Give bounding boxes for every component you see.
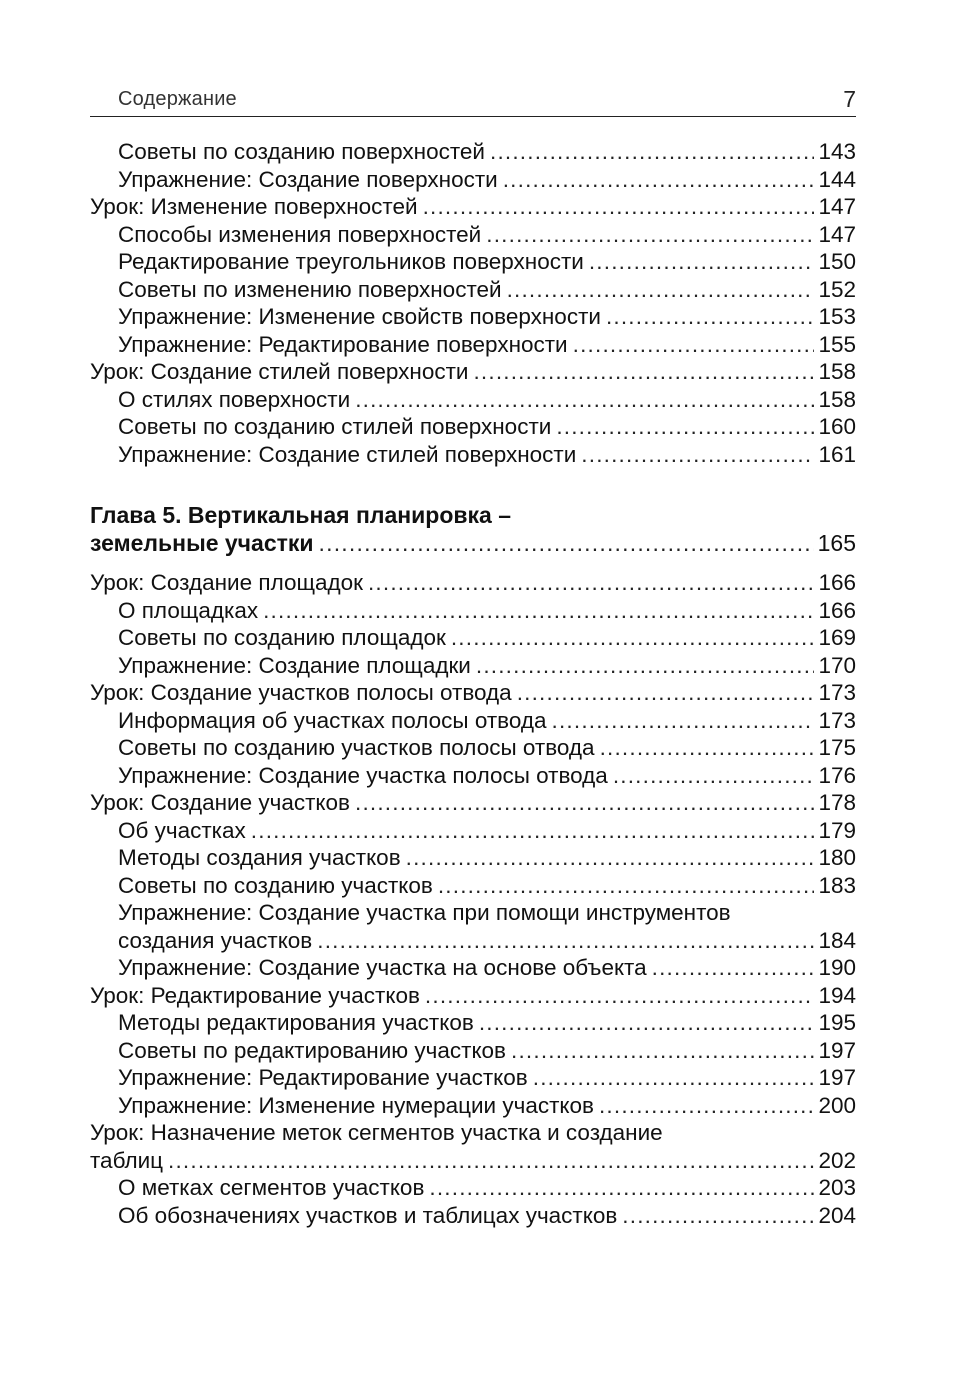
toc-entry[interactable]: Способы изменения поверхностей ..... 147 bbox=[90, 221, 856, 249]
toc-entry-multiline[interactable] bbox=[90, 899, 856, 954]
page-number: 7 bbox=[843, 86, 856, 112]
toc-entry[interactable]: Советы по созданию стилей поверхности ..... 160 bbox=[90, 413, 856, 441]
toc-lesson-entry[interactable]: Урок: Создание стилей поверхности ..... 158 bbox=[90, 358, 856, 386]
toc-lesson-entry[interactable]: Урок: Создание участков полосы отвода ..... 173 bbox=[90, 679, 856, 707]
toc-entry[interactable]: Упражнение: Изменение свойств поверхности ..... 153 bbox=[90, 303, 856, 331]
toc-entry[interactable]: О площадках ..... 166 bbox=[90, 597, 856, 625]
toc-entry-line2: таблиц ..... 202 bbox=[90, 1147, 856, 1175]
toc-entry[interactable]: Упражнение: Создание стилей поверхности ..... 161 bbox=[90, 441, 856, 469]
toc-entry-line1: Урок: Назначение меток сегментов участка и создание bbox=[90, 1120, 663, 1145]
chapter-heading[interactable] bbox=[90, 502, 856, 557]
chapter-title-line1: Глава 5. Вертикальная планировка – bbox=[90, 502, 512, 528]
toc-entry[interactable]: Упражнение: Редактирование участков ..... 197 bbox=[90, 1064, 856, 1092]
toc-entry[interactable]: Упражнение: Создание участка на основе объекта ..... 190 bbox=[90, 954, 856, 982]
toc-entry[interactable]: Методы создания участков ..... 180 bbox=[90, 844, 856, 872]
toc-lesson-entry[interactable]: Урок: Создание площадок ..... 166 bbox=[90, 569, 856, 597]
toc-entry[interactable]: Об обозначениях участков и таблицах участков ..... 204 bbox=[90, 1202, 856, 1230]
toc-entry[interactable]: Редактирование треугольников поверхности ..... 150 bbox=[90, 248, 856, 276]
toc-lesson-entry[interactable]: Урок: Редактирование участков ..... 194 bbox=[90, 982, 856, 1010]
toc-entry-line2: создания участков ..... 184 bbox=[90, 927, 856, 955]
chapter-title-line2: земельные участки ..... 165 bbox=[90, 530, 856, 558]
running-header-title: Содержание bbox=[118, 88, 237, 110]
toc-entry[interactable]: Информация об участках полосы отвода ..... 173 bbox=[90, 707, 856, 735]
toc-entry[interactable]: Советы по созданию поверхностей ..... 143 bbox=[90, 138, 856, 166]
toc-entry[interactable]: Советы по созданию участков полосы отвода ..... 175 bbox=[90, 734, 856, 762]
toc-entry[interactable]: Упражнение: Создание поверхности ..... 144 bbox=[90, 166, 856, 194]
toc-entry[interactable]: Советы по изменению поверхностей ..... 152 bbox=[90, 276, 856, 304]
toc-entry[interactable]: О метках сегментов участков ..... 203 bbox=[90, 1174, 856, 1202]
toc-entry[interactable]: Советы по редактированию участков ..... 197 bbox=[90, 1037, 856, 1065]
toc-entry[interactable]: Советы по созданию площадок ..... 169 bbox=[90, 624, 856, 652]
toc-entry[interactable]: Упражнение: Создание участка полосы отвода ..... 176 bbox=[90, 762, 856, 790]
toc-entry[interactable]: Упражнение: Редактирование поверхности ..... 155 bbox=[90, 331, 856, 359]
table-of-contents bbox=[90, 138, 856, 1229]
toc-lesson-entry[interactable]: Урок: Создание участков ..... 178 bbox=[90, 789, 856, 817]
toc-entry[interactable]: Упражнение: Создание площадки ..... 170 bbox=[90, 652, 856, 680]
toc-lesson-entry[interactable]: Урок: Изменение поверхностей ..... 147 bbox=[90, 193, 856, 221]
toc-entry[interactable]: Советы по созданию участков ..... 183 bbox=[90, 872, 856, 900]
toc-entry[interactable]: Упражнение: Изменение нумерации участков ..... 200 bbox=[90, 1092, 856, 1120]
toc-lesson-entry-multiline[interactable] bbox=[90, 1119, 856, 1174]
toc-entry[interactable]: О стилях поверхности ..... 158 bbox=[90, 386, 856, 414]
toc-entry[interactable]: Об участках ..... 179 bbox=[90, 817, 856, 845]
toc-entry[interactable]: Методы редактирования участков ..... 195 bbox=[90, 1009, 856, 1037]
running-header bbox=[90, 86, 856, 117]
toc-entry-line1: Упражнение: Создание участка при помощи инструментов bbox=[118, 900, 731, 925]
